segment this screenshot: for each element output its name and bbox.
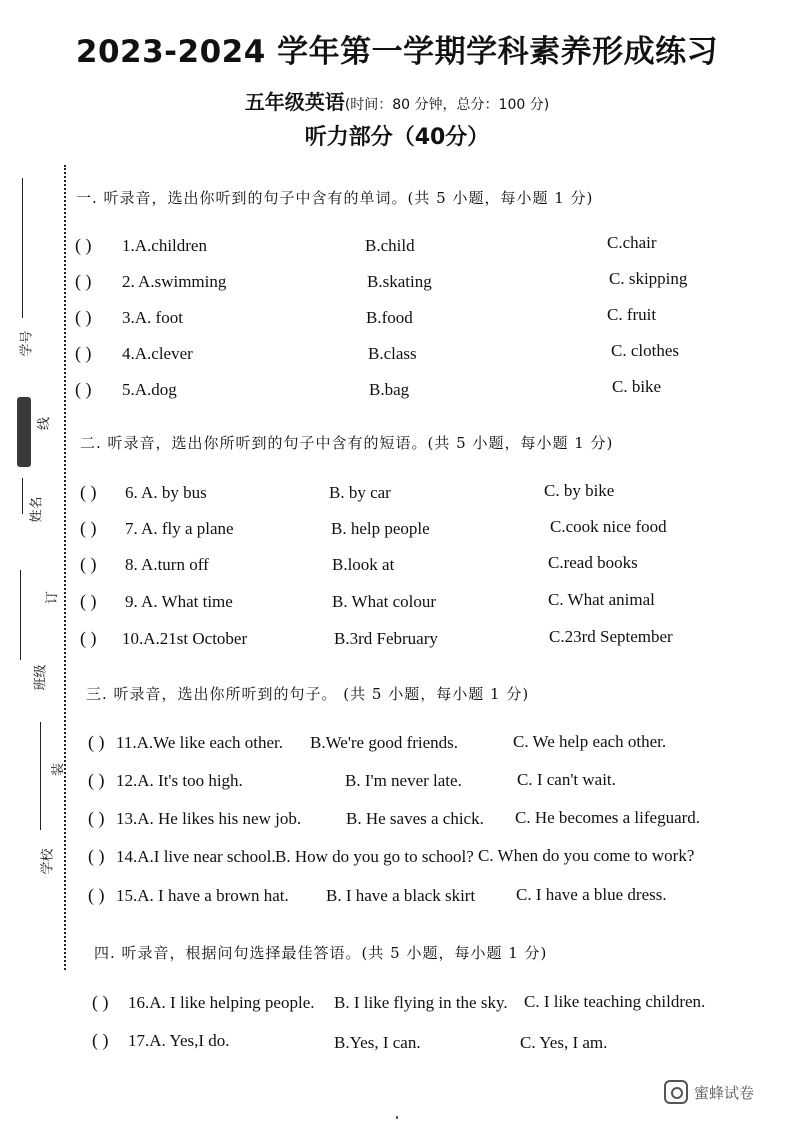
option-a: 15.A. I have a brown hat. — [116, 886, 289, 905]
student-no-blank-line — [22, 178, 23, 318]
time-score-note: (时间：80 分钟，总分：100 分) — [344, 97, 550, 113]
answer-blank[interactable]: ( ) — [88, 808, 105, 828]
answer-blank[interactable]: ( ) — [80, 591, 97, 611]
option-b: B.look at — [332, 555, 395, 574]
option-c: C. I have a blue dress. — [516, 885, 667, 904]
answer-blank[interactable]: ( ) — [92, 1030, 109, 1050]
option-a: 1.A.children — [122, 236, 207, 255]
option-a: 10.A.21st October — [122, 629, 248, 648]
exam-subtitle — [0, 86, 794, 115]
section-4-heading: 四. 听录音，根据问句选择最佳答语。(共 5 小题，每小题 1 分) — [94, 944, 548, 962]
answer-blank[interactable]: ( ) — [92, 992, 109, 1012]
option-a: 12.A. It's too high. — [116, 771, 243, 790]
answer-blank[interactable]: ( ) — [75, 307, 92, 327]
option-c: C. by bike — [544, 481, 615, 500]
option-a: 17.A. Yes,I do. — [128, 1031, 230, 1050]
line-mark: 线 — [37, 416, 53, 431]
name-blank-line — [22, 478, 23, 514]
logo-icon — [664, 1080, 688, 1104]
option-a: 8. A.turn off — [125, 555, 209, 574]
scan-speck — [396, 1116, 398, 1119]
option-b: B. I'm never late. — [345, 771, 462, 790]
option-a: 14.A.I live near school. — [116, 847, 276, 866]
school-label: 学校 — [40, 848, 56, 875]
option-a: 7. A. fly a plane — [125, 519, 234, 538]
option-a: 6. A. by bus — [125, 483, 207, 502]
option-b: B.skating — [367, 272, 432, 291]
option-b: B. I have a black skirt — [326, 886, 476, 905]
option-a: 13.A. He likes his new job. — [116, 809, 302, 828]
answer-blank[interactable]: ( ) — [88, 885, 105, 905]
binding-dotted-line — [64, 165, 66, 970]
section-2-heading: 二. 听录音，选出你所听到的句子中含有的短语。(共 5 小题，每小题 1 分) — [80, 434, 614, 452]
option-c: C. I like teaching children. — [524, 992, 706, 1011]
option-c: C.chair — [607, 233, 657, 252]
option-b: B.We're good friends. — [310, 733, 459, 752]
option-a: 11.A.We like each other. — [116, 733, 283, 752]
listening-part-title: 听力部分（40分） — [304, 125, 490, 150]
answer-blank[interactable]: ( ) — [75, 379, 92, 399]
option-c: C. clothes — [611, 341, 679, 360]
answer-blank[interactable]: ( ) — [88, 732, 105, 752]
grade-subject: 五年级英语 — [244, 90, 345, 114]
bind-mark: 订 — [45, 590, 61, 605]
option-a: 16.A. I like helping people. — [128, 993, 315, 1012]
answer-blank[interactable]: ( ) — [80, 482, 97, 502]
option-a: 9. A. What time — [125, 592, 233, 611]
answer-blank[interactable]: ( ) — [88, 770, 105, 790]
option-a: 5.A.dog — [122, 380, 177, 399]
option-c: C. We help each other. — [513, 732, 667, 751]
watermark-text: 蜜蜂试卷 — [694, 1083, 755, 1102]
option-b: B. How do you go to school? — [275, 847, 474, 866]
option-b: B.class — [368, 344, 417, 363]
exam-title: 2023-2024 学年第一学期学科素养形成练习 — [75, 34, 719, 70]
option-b: B. by car — [329, 483, 391, 502]
class-label: 班级 — [33, 664, 49, 691]
option-b: B.3rd February — [334, 629, 438, 648]
fold-mark: 装 — [51, 762, 67, 777]
answer-blank[interactable]: ( ) — [80, 554, 97, 574]
answer-blank[interactable]: ( ) — [80, 518, 97, 538]
option-c: C. What animal — [548, 590, 655, 609]
option-a: 4.A.clever — [122, 344, 193, 363]
option-c: C.23rd September — [549, 627, 673, 646]
option-c: C. When do you come to work? — [478, 846, 695, 865]
option-b: B. What colour — [332, 592, 437, 611]
section-3-heading: 三. 听录音，选出你所听到的句子。 (共 5 小题，每小题 1 分) — [86, 685, 530, 703]
answer-blank[interactable]: ( ) — [80, 628, 97, 648]
answer-blank[interactable]: ( ) — [88, 846, 105, 866]
option-c: C. skipping — [609, 269, 688, 288]
option-b: B. help people — [331, 519, 430, 538]
redacted-mark — [17, 397, 31, 467]
option-b: B. He saves a chick. — [346, 809, 484, 828]
option-b: B.food — [366, 308, 413, 327]
answer-blank[interactable]: ( ) — [75, 271, 92, 291]
option-c: C. I can't wait. — [517, 770, 616, 789]
student-no-label: 学号 — [19, 330, 35, 357]
option-a: 2. A.swimming — [122, 272, 227, 291]
name-label: 姓名 — [29, 496, 45, 523]
option-b: B.bag — [369, 380, 410, 399]
option-b: B.Yes, I can. — [334, 1033, 421, 1052]
option-c: C.read books — [548, 553, 638, 572]
option-c: C.cook nice food — [550, 517, 667, 536]
watermark — [664, 1080, 754, 1104]
option-b: B.child — [365, 236, 415, 255]
answer-blank[interactable]: ( ) — [75, 235, 92, 255]
option-c: C. bike — [612, 377, 662, 396]
option-c: C. fruit — [607, 305, 657, 324]
answer-blank[interactable]: ( ) — [75, 343, 92, 363]
option-b: B. I like flying in the sky. — [334, 993, 508, 1012]
option-a: 3.A. foot — [122, 308, 183, 327]
option-c: C. He becomes a lifeguard. — [515, 808, 701, 827]
option-c: C. Yes, I am. — [520, 1033, 608, 1052]
class-blank-line — [20, 570, 21, 660]
school-blank-line — [40, 722, 41, 830]
section-1-heading: 一. 听录音，选出你听到的句子中含有的单词。(共 5 小题，每小题 1 分) — [76, 189, 594, 207]
